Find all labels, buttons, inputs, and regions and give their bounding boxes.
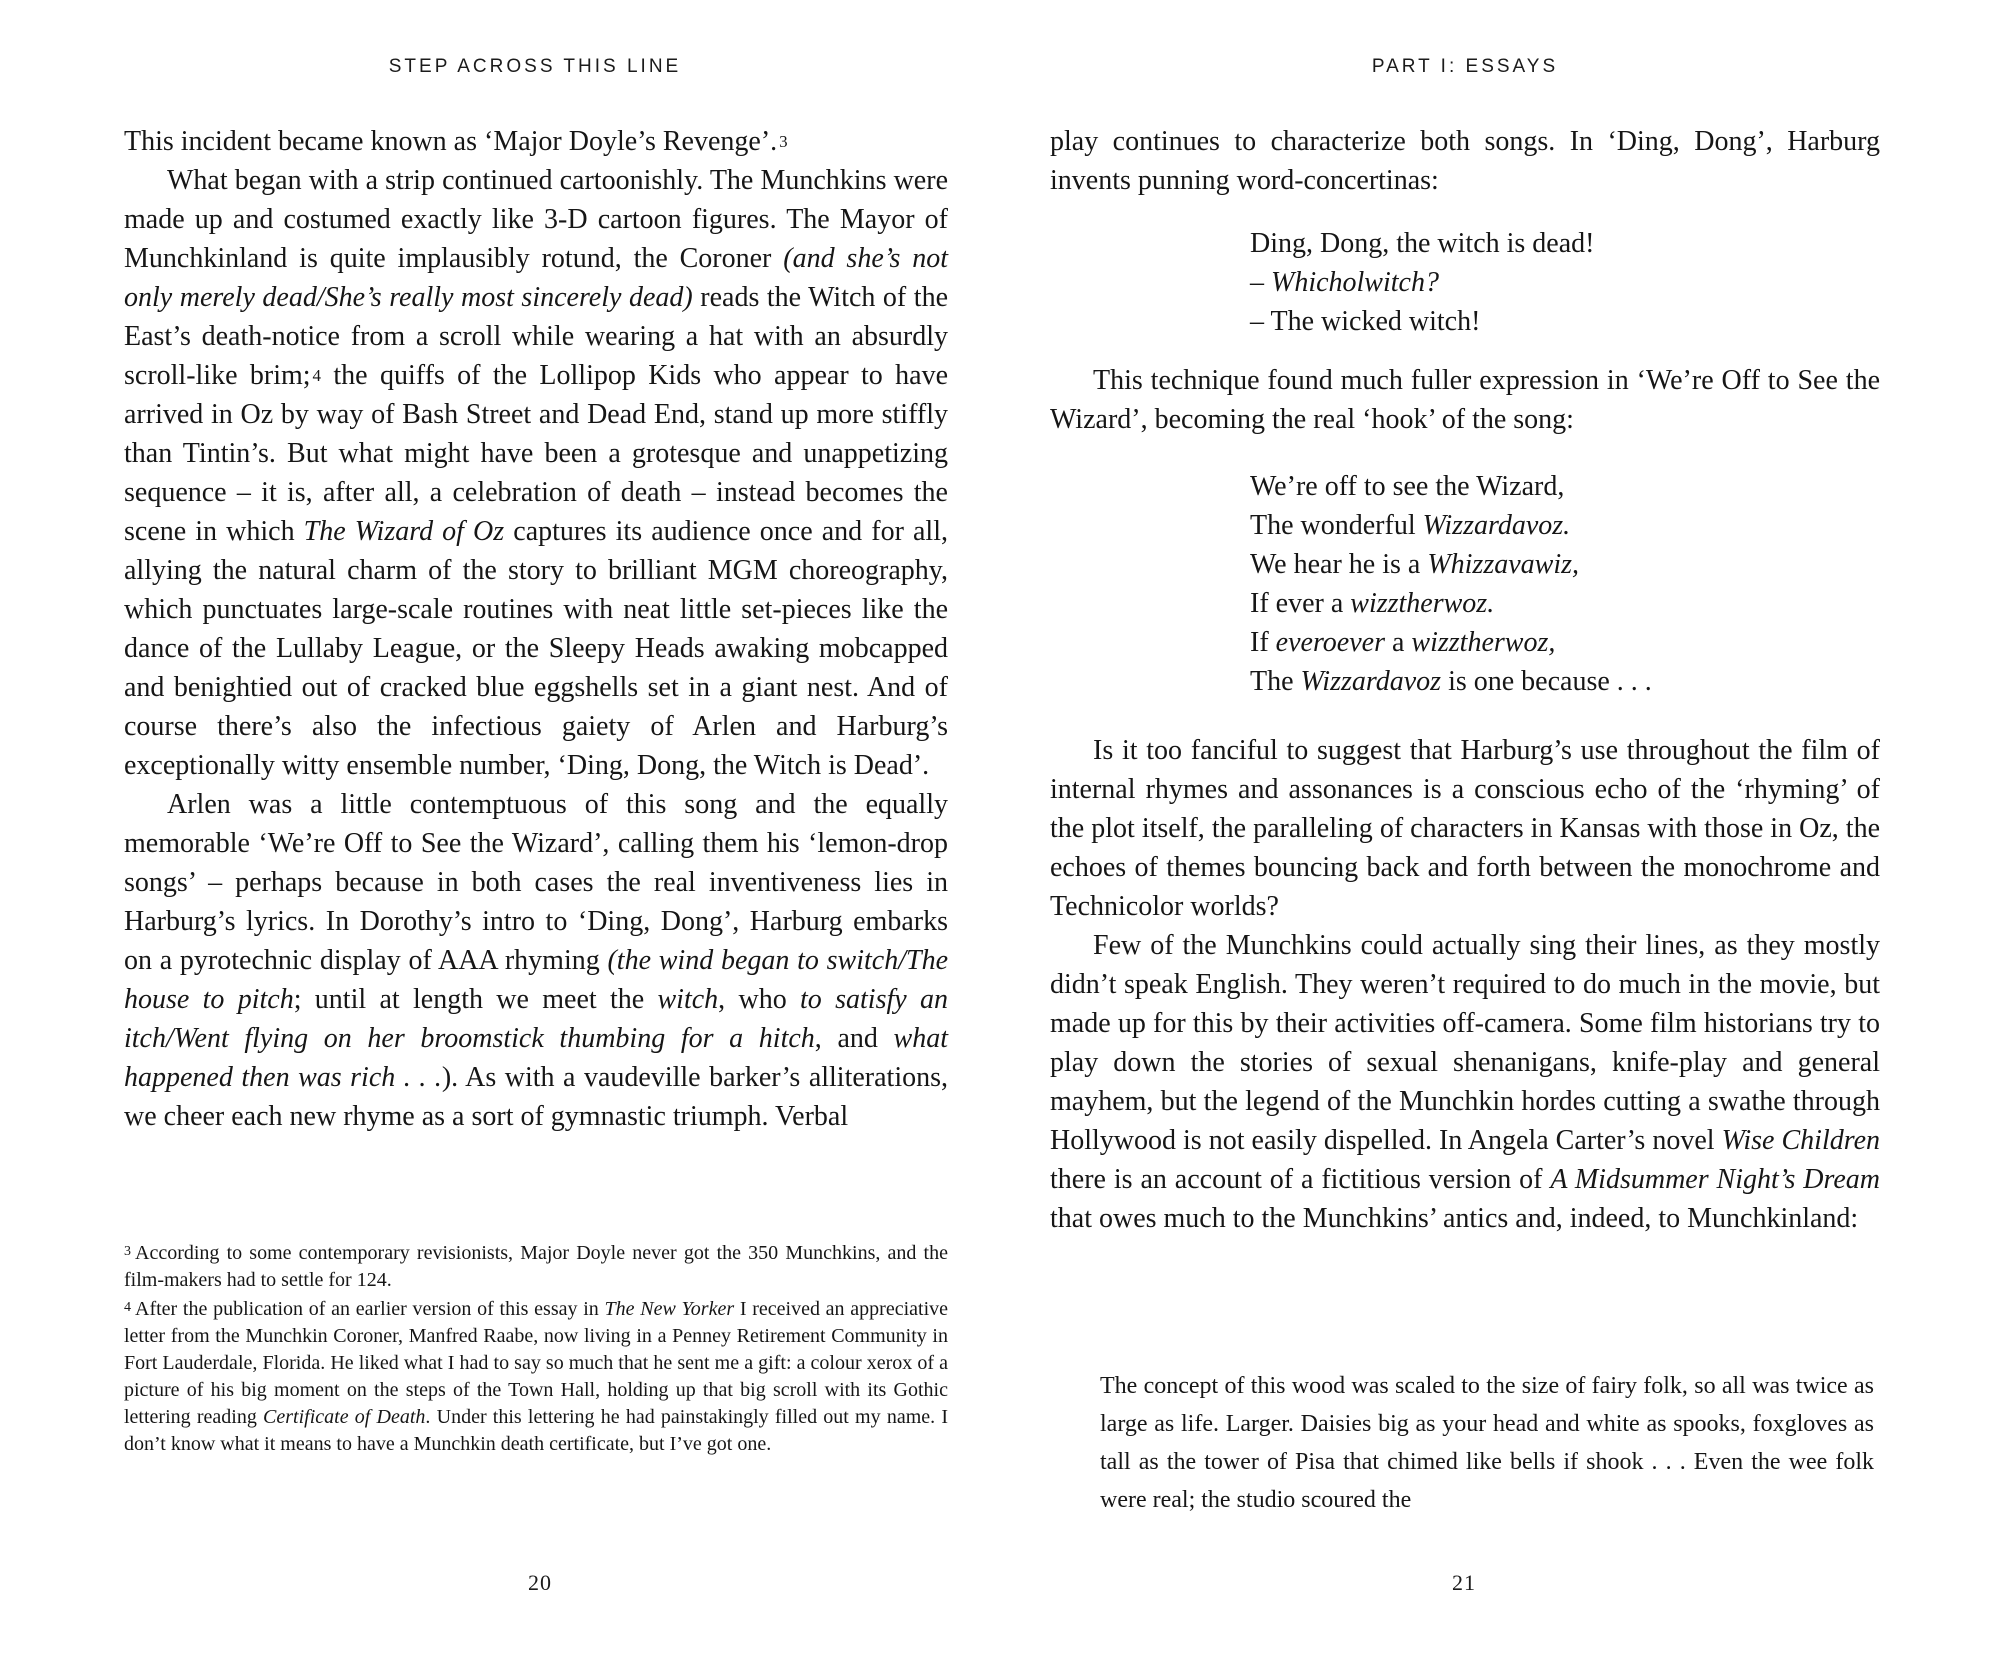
- footnote-reference: 4: [312, 366, 322, 385]
- verse-line: – The wicked witch!: [1250, 306, 1481, 337]
- paragraph: Few of the Munchkins could actually sing their lines, as they mostly didn’t speak English. They weren’t required to do much in the movie, but made up for this by their activities off-camera. Some film historians try to play down the stories of sexual shenanigans, knife-play and general mayhem, but the legend of the Munchkin hordes cutting a swathe through Hollywood is not easily dispelled. In Angela Carter’s novel Wise Children there is an account of a fictitious version of A Midsummer Night’s Dream that owes much to the Munchkins’ antics and, indeed, to Munchkinland:: [1050, 930, 1881, 1234]
- verse-line: If everoever a wizztherwoz,: [1250, 627, 1556, 658]
- footnote: $^3$ According to some contemporary revisionists, Major Doyle never got the 350 Munchkins, and the film-makers had to settle for 124.: [124, 1242, 948, 1291]
- paragraph: Arlen was a little contemptuous of this song and the equally memorable ‘We’re Off to See the Wizard’, calling them his ‘lemon-drop songs’ – perhaps because in both cases the real inventiveness lies in Harburg’s lyrics. In Dorothy’s intro to ‘Ding, Dong’, Harburg embarks on a pyrotechnic display of AAA rhyming (the wind began to switch/The house to pitch; until at length we meet the witch, who to satisfy an itch/Went flying on her broomstick thumbing for a hitch, and what happened then was rich . . .). As with a vaudeville barker’s alliterations, we cheer each new rhyme as a sort of gymnastic triumph. Verbal: [124, 789, 948, 1132]
- verse-line: The wonderful Wizzardavoz.: [1250, 510, 1571, 541]
- verse-line: If ever a wizztherwoz.: [1250, 588, 1495, 619]
- verse-quotation: [1050, 224, 1880, 341]
- paragraph: Is it too fanciful to suggest that Harburg’s use throughout the film of internal rhymes and assonances is a conscious echo of the ‘rhyming’ of the plot itself, the paralleling of characters in Kansas with those in Oz, the echoes of themes bouncing back and forth between the monochrome and Technicolor worlds?: [1050, 735, 1880, 922]
- page-number: 21: [1452, 1570, 1476, 1595]
- page-number: 20: [528, 1570, 552, 1595]
- footnote: $^4$ After the publication of an earlier version of this essay in The New Yorker I received an appreciative letter from the Munchkin Coroner, Manfred Raabe, now living in a Penney Retirement Community in Fort Lauderdale, Florida. He liked what I had to say so much that he sent me a gift: a colour xerox of a picture of his big moment on the steps of the Town Hall, holding up that big scroll with its Gothic lettering reading Certificate of Death. Under this lettering he had painstakingly filled out my name. I don’t know what it means to have a Munchkin death certificate, but I’ve got one.: [124, 1298, 948, 1455]
- verse-quotation: [1050, 467, 1880, 701]
- footnote-mark: 3: [124, 1244, 131, 1259]
- verse-line: Ding, Dong, the witch is dead!: [1250, 228, 1595, 259]
- right-page: [1000, 0, 2000, 1653]
- block-quote-text: The concept of this wood was scaled to the size of fairy folk, so all was twice as large as life. Larger. Daisies big as your head and white as spooks, foxgloves as tall as the tower of Pisa that chimed like bells if shook . . . Even the wee folk were real; the studio scoured the: [1100, 1373, 1874, 1513]
- body-text: [1050, 122, 1880, 1238]
- paragraph: This incident became known as ‘Major Doyle’s Revenge’. 3: [124, 126, 788, 157]
- footnote-mark: 4: [124, 1300, 131, 1315]
- paragraph: This technique found much fuller expression in ‘We’re Off to See the Wizard’, becoming the real ‘hook’ of the song:: [1050, 365, 1880, 435]
- footnote-reference: 3: [779, 132, 788, 151]
- verse-line: The Wizzardavoz is one because . . .: [1250, 666, 1652, 697]
- running-head: STEP ACROSS THIS LINE: [388, 56, 682, 77]
- verse-line: – Whicholwitch?: [1250, 267, 1439, 298]
- running-head: PART I: ESSAYS: [1371, 56, 1559, 77]
- paragraph: play continues to characterize both songs. In ‘Ding, Dong’, Harburg invents punning word-concertinas:: [1050, 126, 1880, 196]
- footnotes: [124, 1238, 948, 1458]
- verse-line: We hear he is a Whizzavawiz,: [1250, 549, 1580, 580]
- verse-line: We’re off to see the Wizard,: [1250, 471, 1565, 502]
- paragraph: What began with a strip continued cartoonishly. The Munchkins were made up and costumed exactly like 3-D cartoon figures. The Mayor of Munchkinland is quite implausibly rotund, the Coroner (and she’s not only merely dead/She’s really most sincerely dead) reads the Witch of the East’s death-notice from a scroll while wearing a hat with an absurdly scroll-like brim; 4 the quiffs of the Lollipop Kids who appear to have arrived in Oz by way of Bash Street and Dead End, stand up more stiffly than Tintin’s. But what might have been a grotesque and unappetizing sequence – it is, after all, a celebration of death – instead becomes the scene in which The Wizard of Oz captures its audience once and for all, allying the natural charm of the story to brilliant MGM choreography, which punctuates large-scale routines with neat little set-pieces like the dance of the Lullaby League, or the Sleepy Heads awaking mobcapped and benightied out of cracked blue eggshells set in a giant nest. And of course there’s also the infectious gaiety of Arlen and Harburg’s exceptionally witty ensemble number, ‘Ding, Dong, the Witch is Dead’.: [124, 165, 948, 781]
- body-text: [124, 122, 948, 1136]
- block-quote: [1100, 1367, 1874, 1519]
